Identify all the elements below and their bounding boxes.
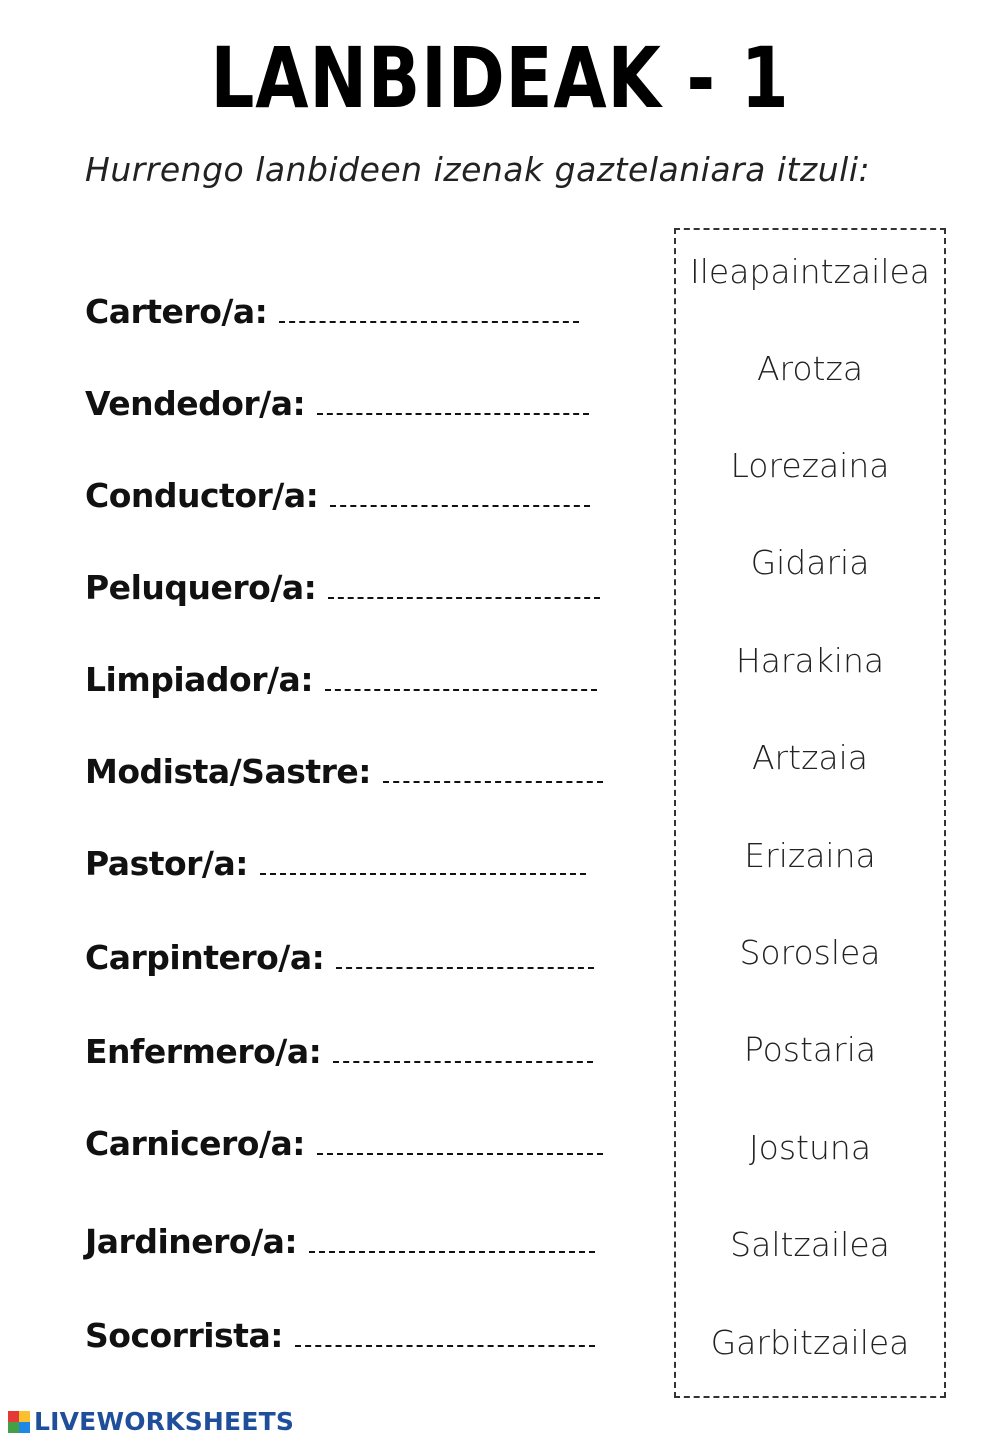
logo-square [8,1422,19,1433]
word-bank-item: Arotza [756,349,864,388]
word-bank-item: Artzaia [751,738,868,777]
spanish-term-label: Limpiador/a: [85,660,314,699]
word-bank-item: Soroslea [739,933,881,972]
spanish-term-label: Carnicero/a: [85,1124,305,1163]
liveworksheets-logo-icon [8,1411,30,1433]
word-bank-item: Ileapaintzailea [689,252,931,291]
translation-row [85,1022,593,1072]
spanish-term-label: Cartero/a: [85,292,268,331]
answer-blank[interactable] [325,689,597,691]
word-bank-item: Jostuna [748,1128,872,1167]
spanish-term-label: Conductor/a: [85,476,319,515]
answer-blank[interactable] [333,1061,593,1063]
translation-row [85,558,600,608]
answer-blank[interactable] [336,967,594,969]
word-bank-item: Garbitzailea [710,1323,910,1362]
answer-blank[interactable] [260,873,586,875]
translation-row [85,834,586,884]
spanish-term-label: Socorrista: [85,1316,283,1355]
translation-row [85,282,579,332]
instruction-text: Hurrengo lanbideen izenak gaztelaniara itzuli: [85,150,871,189]
spanish-term-label: Enfermero/a: [85,1032,322,1071]
spanish-term-label: Pastor/a: [85,844,248,883]
answer-blank[interactable] [309,1251,595,1253]
spanish-term-label: Peluquero/a: [85,568,317,607]
answer-blank[interactable] [330,505,590,507]
brand-name: LIVEWORKSHEETS [34,1407,295,1436]
logo-square [8,1411,19,1422]
translation-row [85,1306,595,1356]
spanish-term-label: Vendedor/a: [85,384,306,423]
logo-square [19,1411,30,1422]
translation-row [85,928,594,978]
word-bank-item: Erizaina [744,836,876,875]
answer-blank[interactable] [295,1345,595,1347]
word-bank-item: Gidaria [750,543,870,582]
translation-row [85,742,603,792]
logo-square [19,1422,30,1433]
page-title: LANBIDEAK - 1 [210,29,790,127]
answer-blank[interactable] [279,321,579,323]
footer-brand [8,1407,294,1436]
spanish-term-label: Carpintero/a: [85,938,325,977]
answer-blank[interactable] [317,1153,603,1155]
answer-blank[interactable] [317,413,589,415]
word-bank-box [674,228,946,1398]
answer-blank[interactable] [383,781,603,783]
word-bank-item: Postaria [743,1030,877,1069]
spanish-term-label: Jardinero/a: [85,1222,298,1261]
translation-row [85,650,597,700]
translation-row [85,1114,603,1164]
answer-blank[interactable] [328,597,600,599]
word-bank-item: Harakina [735,641,885,680]
translation-row [85,1212,595,1262]
translation-row [85,466,590,516]
word-bank-item: Lorezaina [730,446,890,485]
word-bank-item: Saltzailea [730,1225,890,1264]
spanish-term-label: Modista/Sastre: [85,752,371,791]
translation-row [85,374,589,424]
